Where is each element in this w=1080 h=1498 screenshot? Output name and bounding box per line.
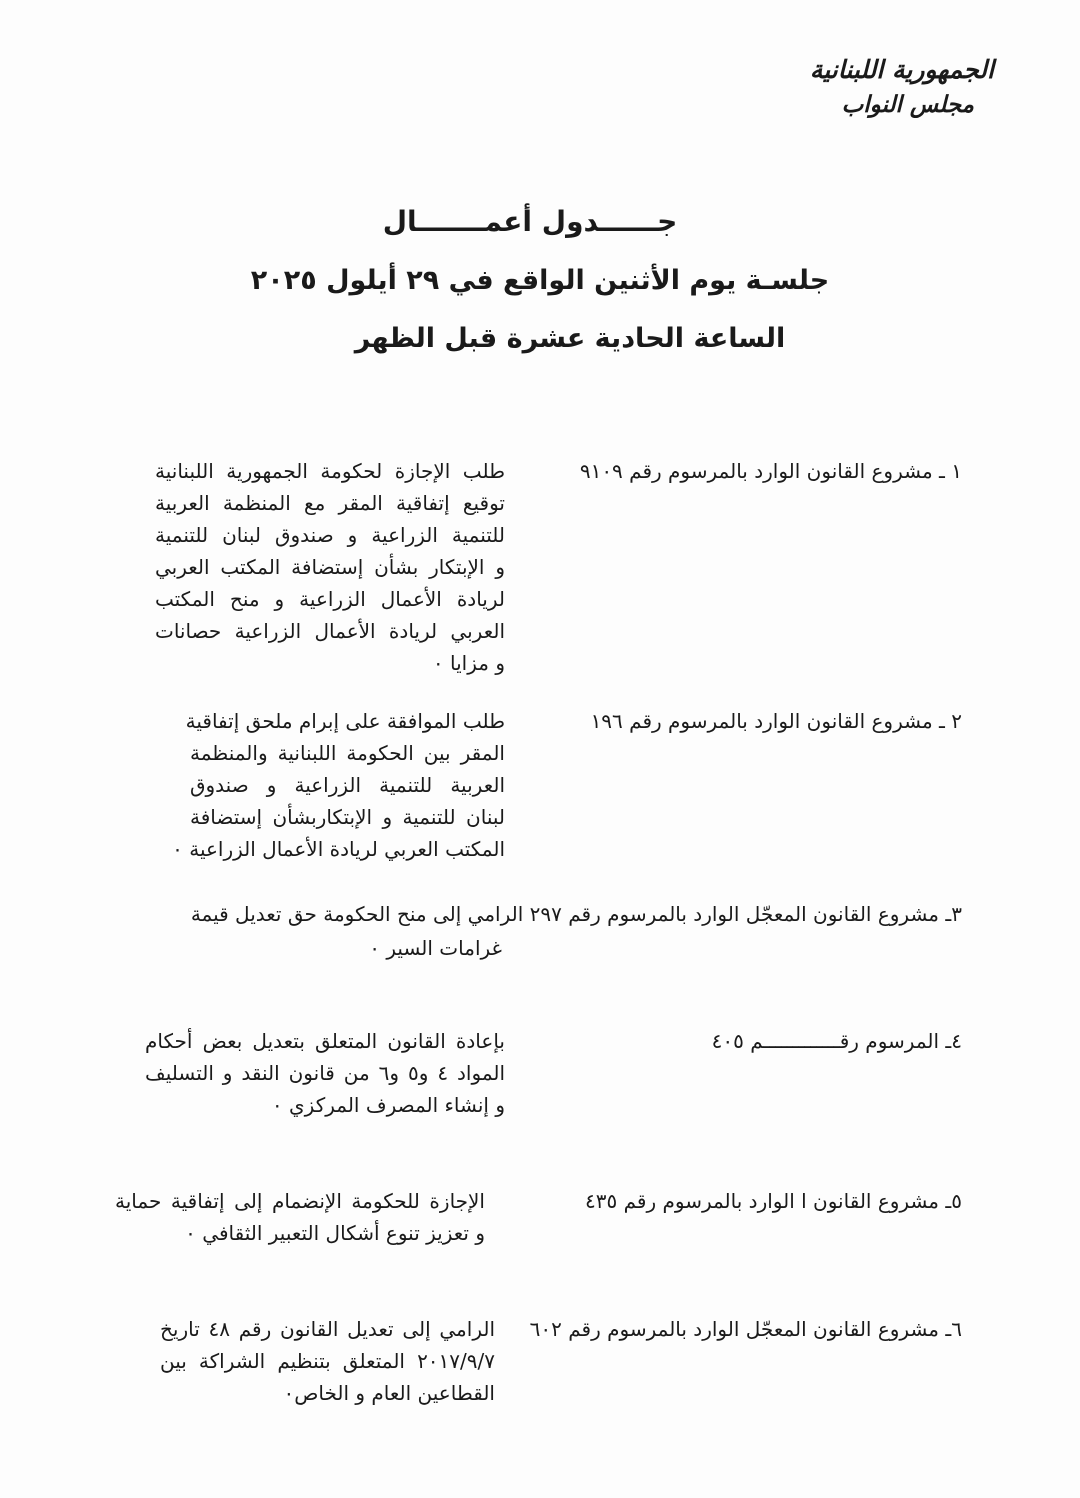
session-time: الساعة الحادية عشرة قبل الظهر — [354, 323, 786, 354]
parliament-name: مجلس النواب — [841, 92, 974, 118]
description-line: ٢٠١٧/٩/٧ المتعلق بتنظيم الشراكة بين — [160, 1349, 495, 1373]
item-line: غرامات السير ٠ — [369, 936, 502, 960]
agenda-title: جــــــدول أعمـــــــال — [382, 205, 678, 238]
republic-name: الجمهورية اللبنانية — [809, 55, 994, 84]
agenda-item-3 — [142, 897, 962, 965]
description-line: طلب الإجازة لحكومة الجمهورية اللبنانية — [155, 459, 505, 483]
description-line: بإعادة القانون المتعلق بتعديل بعض أحكام — [145, 1029, 505, 1053]
description-line: القطاعين العام و الخاص٠ — [283, 1381, 495, 1405]
description-line: للتنمية الزراعية و صندوق لبنان للتنمية — [155, 523, 505, 547]
description-line: المواد ٤ و٥ و٦ من قانون النقد و التسليف — [145, 1061, 506, 1085]
description-line: العربية للتنمية الزراعية و صندوق — [190, 773, 505, 797]
agenda-item-6-description — [160, 1313, 495, 1409]
letterhead — [810, 52, 994, 122]
agenda-item-2-description — [172, 705, 505, 865]
description-line: المكتب العربي لريادة الأعمال الزراعية ٠ — [172, 837, 505, 861]
agenda-item-5-label: ٥ـ مشروع القانون ا الوارد بالمرسوم رقم ٤٣٥ — [585, 1189, 962, 1213]
description-line: و مزايا ٠ — [432, 651, 505, 675]
description-line: و الإبتكار بشأن إستضافة المكتب العربي — [155, 555, 505, 579]
description-line: و تعزيز تنوع أشكال التعبير الثقافي ٠ — [185, 1221, 485, 1245]
description-line: المقر بين الحكومة اللبنانية والمنظمة — [190, 741, 505, 765]
agenda-item-1-label: ١ ـ مشروع القانون الوارد بالمرسوم رقم ٩١٠٩ — [579, 459, 962, 483]
agenda-item-5-description — [115, 1185, 485, 1249]
description-line: لبنان للتنمية و الإبتكاربشأن إستضافة — [190, 805, 505, 829]
session-date: جلسـة يوم الأثنين الواقع في ٢٩ أيلول ٢٠٢٥ — [250, 265, 830, 296]
agenda-item-1-description — [155, 455, 505, 679]
description-line: العربي لريادة الأعمال الزراعية حصانات — [155, 619, 505, 643]
agenda-item-4-label: ٤ـ المرسوم رقـــــــــــــم ٤٠٥ — [711, 1029, 962, 1053]
description-line: الرامي إلى تعديل القانون رقم ٤٨ تاريخ — [160, 1317, 495, 1341]
agenda-item-4-description — [145, 1025, 505, 1121]
description-line: لريادة الأعمال الزراعية و منح المكتب — [155, 587, 505, 611]
description-line: و إنشاء المصرف المركزي ٠ — [271, 1093, 505, 1117]
item-line: ٣ـ مشروع القانون المعجّل الوارد بالمرسوم رقم ٢٩٧ الرامي إلى منح الحكومة حق تعديل قيمة — [190, 902, 962, 926]
description-line: الإجازة للحكومة الإنضمام إلى إتفاقية حماية — [115, 1189, 485, 1213]
description-line: توقيع إتفاقية المقر مع المنظمة العربية — [155, 491, 505, 515]
agenda-item-2-label: ٢ ـ مشروع القانون الوارد بالمرسوم رقم ١٩٦ — [590, 709, 962, 733]
agenda-item-6-label: ٦ـ مشروع القانون المعجّل الوارد بالمرسوم رقم ٦٠٢ — [529, 1317, 962, 1341]
description-line: طلب الموافقة على إبرام ملحق إتفاقية — [185, 709, 505, 733]
